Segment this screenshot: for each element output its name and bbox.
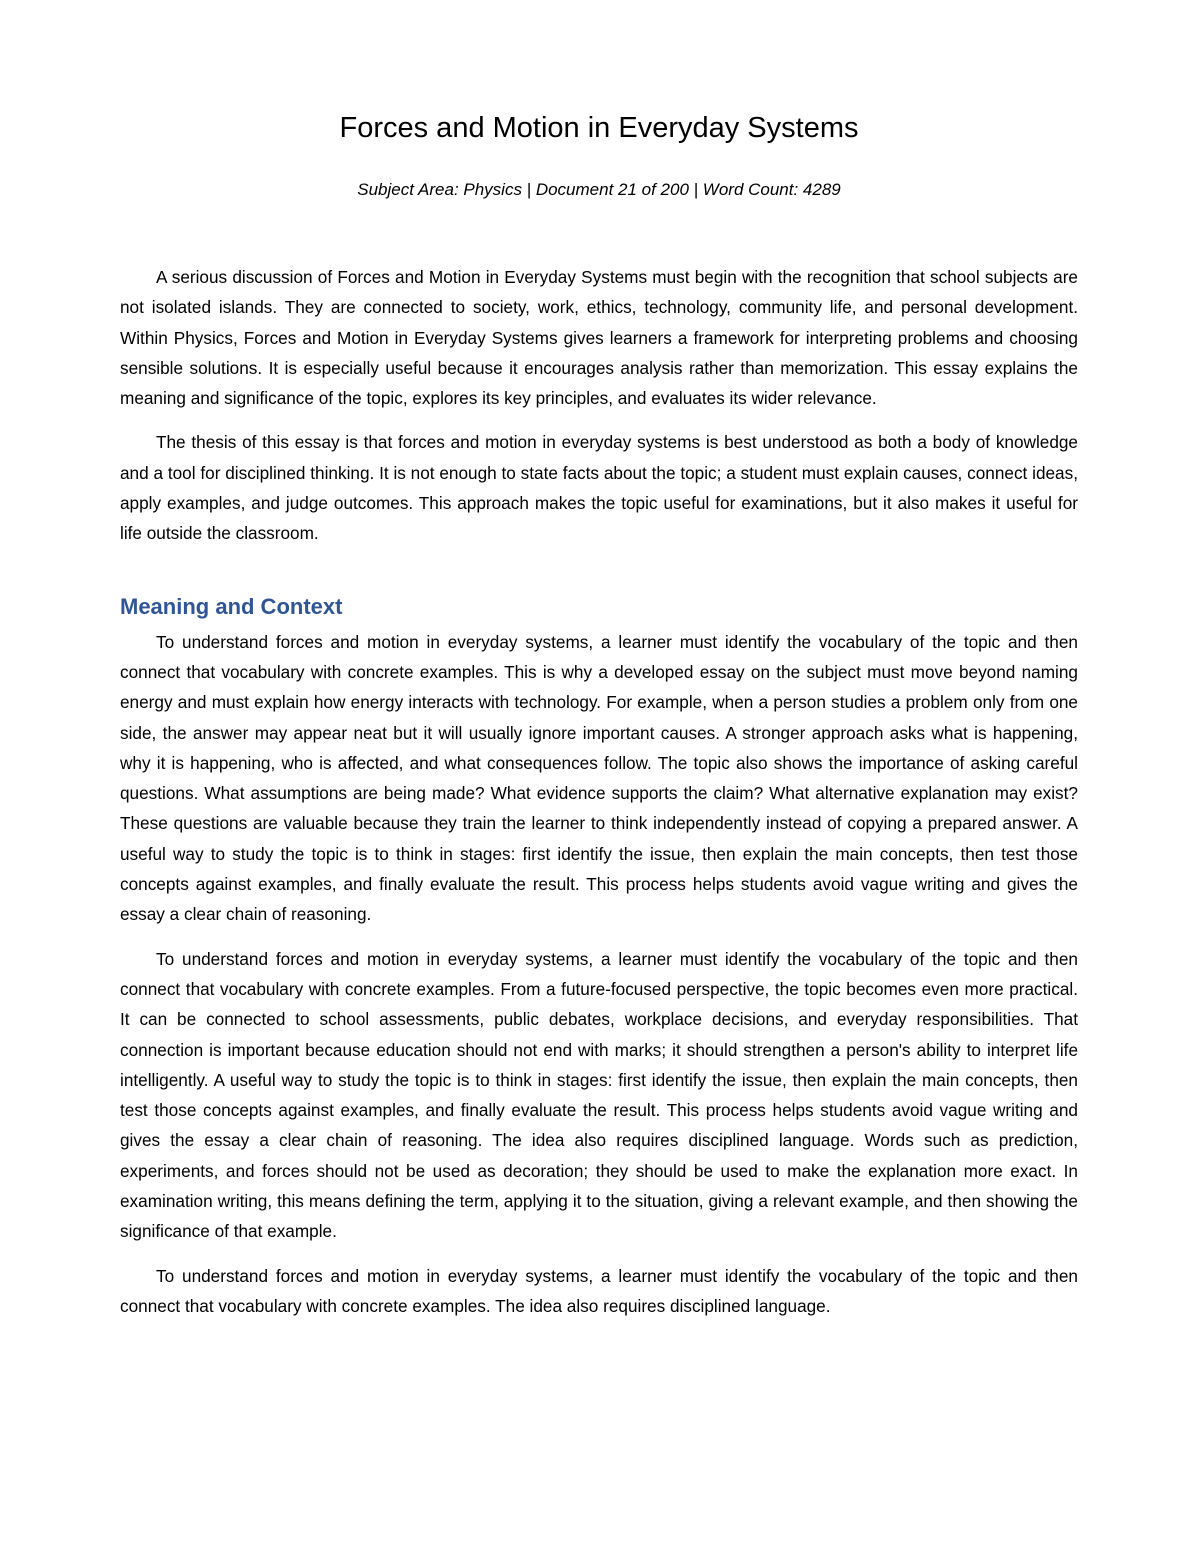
section-heading-meaning-and-context: Meaning and Context (120, 593, 343, 619)
document-subtitle: Subject Area: Physics | Document 21 of 200 | Word Count: 4289 (357, 180, 841, 199)
document-body (120, 108, 1078, 1335)
section-paragraph-3: To understand forces and motion in everyday systems, a learner must identify the vocabulary of the topic and then connect that vocabulary with concrete examples. The idea also requires disciplined language. (120, 1265, 1078, 1316)
spacer (120, 202, 1078, 262)
intro-paragraph-1: A serious discussion of Forces and Motion in Everyday Systems must begin with the recognition that school subjects are not isolated islands. They are connected to society, work, ethics, technology, community life, and personal development. Within Physics, Forces and Motion in Everyday Systems gives learners a framework for interpreting problems and choosing sensible solutions. It is especially useful because it encourages analysis rather than memorization. This essay explains the meaning and significance of the topic, explores its key principles, and evaluates its wider relevance. (120, 267, 1078, 409)
document-title: Forces and Motion in Everyday Systems (339, 112, 859, 144)
section-paragraph-1: To understand forces and motion in everyday systems, a learner must identify the vocabulary of the topic and then connect that vocabulary with concrete examples. This is why a developed essay on the subject must move beyond naming energy and must explain how energy interacts with technology. For example, when a person studies a problem only from one side, the answer may appear neat but it will usually ignore important causes. A stronger approach asks what is happening, why it is happening, who is affected, and what consequences follow. The topic also shows the importance of asking careful questions. What assumptions are being made? What evidence supports the claim? What alternative explanation may exist? These questions are valuable because they train the learner to think independently instead of copying a prepared answer. A useful way to study the topic is to think in stages: first identify the issue, then explain the main concepts, then test those concepts against examples, and finally evaluate the result. This process helps students avoid vague writing and gives the essay a clear chain of reasoning. (120, 631, 1078, 925)
section-paragraph-2: To understand forces and motion in everyday systems, a learner must identify the vocabulary of the topic and then connect that vocabulary with concrete examples. From a future-focused perspective, the topic becomes even more practical. It can be connected to school assessments, public debates, workplace decisions, and everyday responsibilities. That connection is important because education should not end with marks; it should strengthen a person's ability to interpret life intelligently. A useful way to study the topic is to think in stages: first identify the issue, then explain the main concepts, then test those concepts against examples, and finally evaluate the result. This process helps students avoid vague writing and gives the essay a clear chain of reasoning. The idea also requires disciplined language. Words such as prediction, experiments, and forces should not be used as decoration; they should be used to make the explanation more exact. In examination writing, this means defining the term, applying it to the situation, giving a relevant example, and then showing the significance of that example. (120, 948, 1078, 1242)
intro-paragraph-2: The thesis of this essay is that forces and motion in everyday systems is best understood as both a body of knowledge and a tool for disciplined thinking. It is not enough to state facts about the topic; a student must explain causes, connect ideas, apply examples, and judge outcomes. This approach makes the topic useful for examinations, but it also makes it useful for life outside the classroom. (120, 432, 1078, 544)
